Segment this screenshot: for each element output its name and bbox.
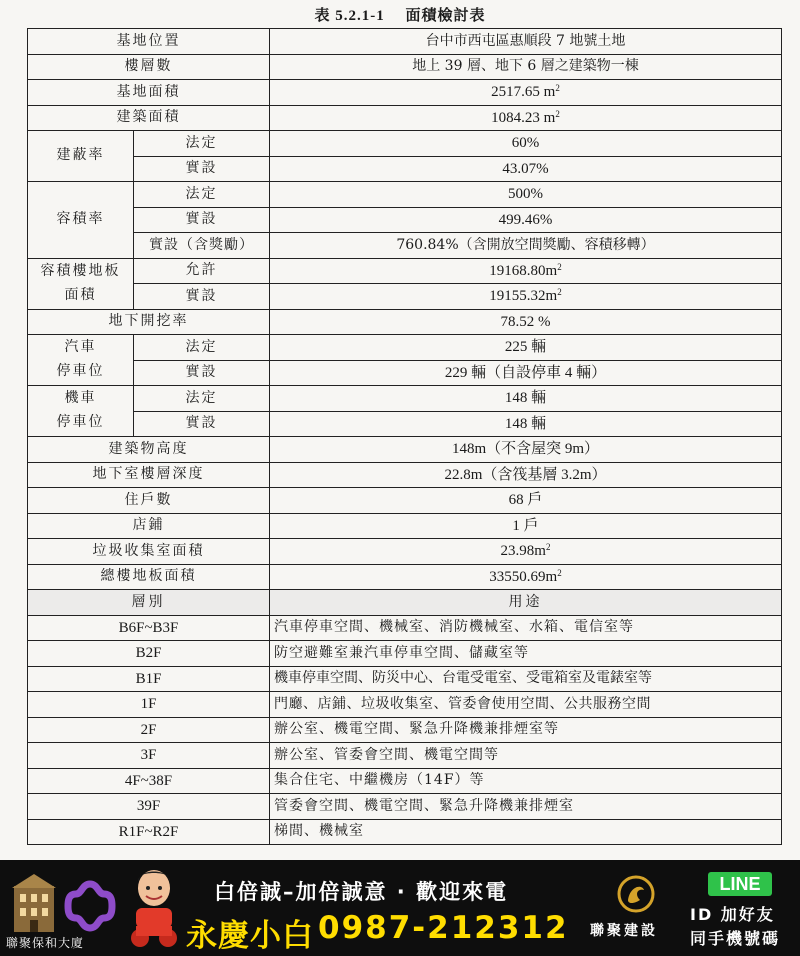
sublabel-car-legal: 法定 [134,335,270,361]
table-row [28,641,782,667]
line-same-phone-text: 同手機號碼 [690,929,781,948]
label-far: 容積率 [28,182,134,259]
row-garbage-room [28,539,782,565]
value-far-actual: 499.46% [270,207,782,233]
value-garbage-room: $23.98m^2$ [270,539,782,565]
usage-use: 辦公室、管委會空間、機電空間等 [270,743,782,769]
row-far-floor-actual [28,284,782,310]
sublabel-far-floor-actual: 實設 [134,284,270,310]
table-row [28,819,782,845]
row-total-floor-area [28,564,782,590]
row-car-actual [28,360,782,386]
usage-use: 汽車停車空間、機械室、消防機械室、水箱、電信室等 [270,615,782,641]
value-households: 68 戶 [270,488,782,514]
usage-header-row [28,590,782,616]
row-households [28,488,782,514]
row-moto-legal [28,386,782,412]
label-floors: 樓層數 [28,54,270,80]
area-review-table [27,28,782,845]
row-far-legal [28,182,782,208]
usage-floor: 4F~38F [28,768,270,794]
row-excavation [28,309,782,335]
agent-avatar [122,864,186,952]
agent-phone[interactable]: 0987-212312 [318,910,569,946]
sublabel-coverage-actual: 實設 [134,156,270,182]
label-basement-depth: 地下室樓層深度 [28,462,270,488]
row-height [28,437,782,463]
line-id-text: ID 加好友 [690,905,775,924]
usage-use: 防空避難室兼汽車停車空間、儲藏室等 [270,641,782,667]
sublabel-car-actual: 實設 [134,360,270,386]
row-shops [28,513,782,539]
label-excavation: 地下開挖率 [28,309,270,335]
label-car-parking: 汽車 停車位 [28,335,134,386]
value-car-legal: 225 輛 [270,335,782,361]
value-basement-depth: 22.8m（含筏基層 3.2m） [270,462,782,488]
label-far-floor-area: 容積樓地板 面積 [28,258,134,309]
usage-floor: B1F [28,666,270,692]
row-coverage-actual [28,156,782,182]
row-basement-depth [28,462,782,488]
value-coverage-legal: 60% [270,131,782,157]
usage-use: 梯間、機械室 [270,819,782,845]
usage-header-floor: 層別 [28,590,270,616]
building-name: 聯聚保和大廈 [6,936,85,950]
row-site-area [28,80,782,106]
row-far-actual [28,207,782,233]
building-icon [8,872,60,932]
row-car-legal [28,335,782,361]
label-building-area: 建築面積 [28,105,270,131]
row-coverage-legal [28,131,782,157]
label-shops: 店鋪 [28,513,270,539]
label-coverage: 建蔽率 [28,131,134,182]
value-height: 148m（不含屋突 9m） [270,437,782,463]
usage-floor: B2F [28,641,270,667]
label-garbage-room: 垃圾收集室面積 [28,539,270,565]
value-car-actual: 229 輛（自設停車 4 輛） [270,360,782,386]
sublabel-coverage-legal: 法定 [134,131,270,157]
sublabel-far-bonus: 實設（含獎勵） [134,233,270,259]
value-total-floor-area: $33550.69m^2$ [270,564,782,590]
value-site-location: 台中市西屯區惠順段 7 地號土地 [270,29,782,55]
usage-floor: B6F~B3F [28,615,270,641]
usage-floor: 1F [28,692,270,718]
sublabel-far-actual: 實設 [134,207,270,233]
usage-floor: 39F [28,794,270,820]
value-far-legal: 500% [270,182,782,208]
value-building-area: 1084.23 $m^2$ [270,105,782,131]
label-height: 建築物高度 [28,437,270,463]
value-far-floor-allowed: $19168.80m^2$ [270,258,782,284]
label-site-location: 基地位置 [28,29,270,55]
usage-floor: R1F~R2F [28,819,270,845]
sublabel-moto-actual: 實設 [134,411,270,437]
table-row [28,615,782,641]
value-shops: 1 戶 [270,513,782,539]
value-far-bonus: 760.84%（含開放空間獎勵、容積移轉） [270,233,782,259]
row-far-floor-allowed [28,258,782,284]
table-row [28,717,782,743]
table-row [28,743,782,769]
row-moto-actual [28,411,782,437]
sublabel-far-legal: 法定 [134,182,270,208]
table-row [28,666,782,692]
value-far-floor-actual: $19155.32m^2$ [270,284,782,310]
table-number: 表 5.2.1-1 [314,8,385,24]
sublabel-far-floor-allowed: 允許 [134,258,270,284]
usage-use: 管委會空間、機電空間、緊急升降機兼排煙室 [270,794,782,820]
table-title [0,4,800,25]
usage-use: 機車停車空間、防災中心、台電受電室、受電箱室及電錶室等 [270,666,782,692]
usage-use: 門廳、店鋪、垃圾收集室、管委會使用空間、公共服務空間 [270,692,782,718]
row-floors [28,54,782,80]
company-logo-icon [616,874,656,914]
table-row [28,768,782,794]
usage-use: 集合住宅、中繼機房（14F）等 [270,768,782,794]
line-badge[interactable]: LINE [708,872,772,896]
label-moto-parking: 機車 停車位 [28,386,134,437]
label-total-floor-area: 總樓地板面積 [28,564,270,590]
sublabel-moto-legal: 法定 [134,386,270,412]
label-households: 住戶數 [28,488,270,514]
banner-tagline: 白倍誠–加倍誠意 · 歡迎來電 [214,880,509,904]
row-site-location [28,29,782,55]
brand-logo-icon [64,880,116,932]
value-moto-actual: 148 輛 [270,411,782,437]
usage-use: 辦公室、機電空間、緊急升降機兼排煙室等 [270,717,782,743]
table-row [28,794,782,820]
value-moto-legal: 148 輛 [270,386,782,412]
value-site-area: 2517.65 $m^2$ [270,80,782,106]
row-building-area [28,105,782,131]
agent-name: 永慶小白 [186,918,314,954]
usage-floor: 3F [28,743,270,769]
usage-header-use: 用途 [270,590,782,616]
table-row [28,692,782,718]
value-coverage-actual: 43.07% [270,156,782,182]
row-far-bonus [28,233,782,259]
label-site-area: 基地面積 [28,80,270,106]
company-name: 聯聚建設 [590,923,658,939]
value-excavation: 78.52 % [270,309,782,335]
table-caption: 面積檢討表 [405,8,486,24]
usage-floor: 2F [28,717,270,743]
value-floors: 地上 39 層、地下 6 層之建築物一棟 [270,54,782,80]
advertising-banner [0,860,800,956]
